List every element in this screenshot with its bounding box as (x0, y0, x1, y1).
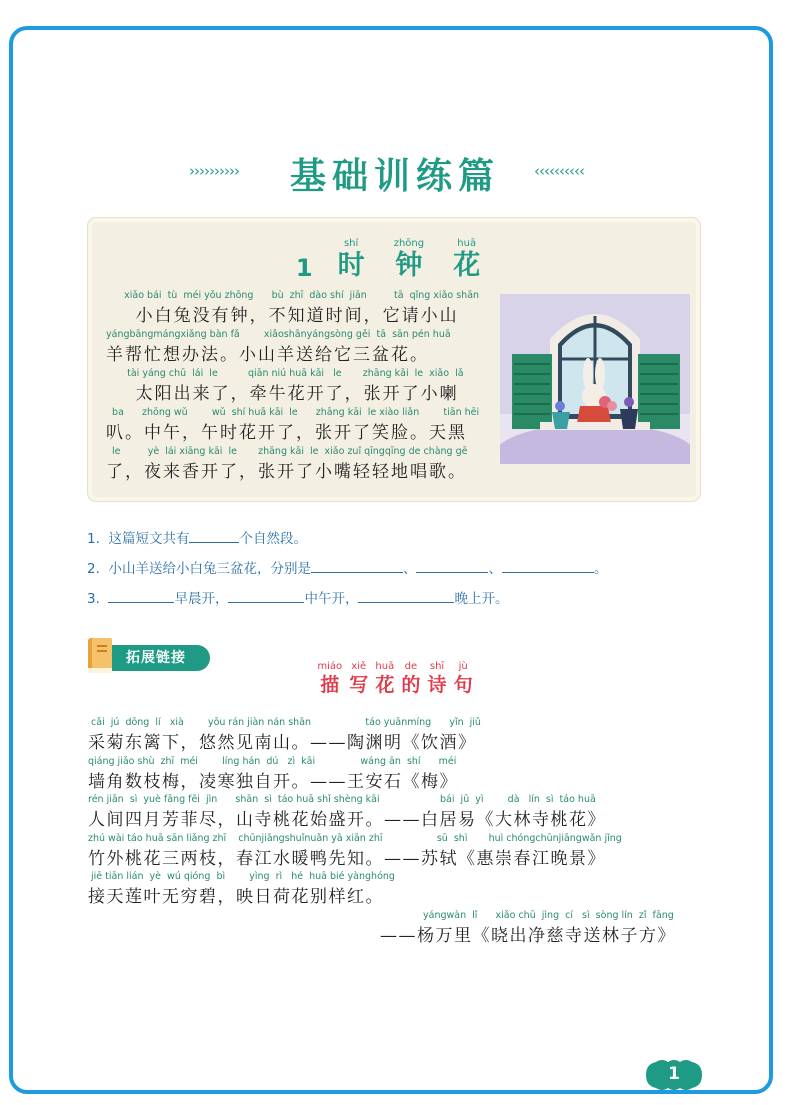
title-char: huā 花 (453, 238, 481, 281)
story-box (92, 222, 696, 497)
pinyin: le yè lái xiāng kāi le zhāng kāi le xiǎo zuǐ qīngqīng de chàng gē (106, 446, 468, 457)
pinyin: tài yáng chū lái le qiān niú huā kāi le zhāng kāi le xiǎo lǎ (106, 368, 464, 379)
poem-title-char: de 的 (401, 661, 421, 696)
lesson-number: 1 (295, 254, 313, 282)
hanzi: 太阳出来了，牵牛花开了，张开了小喇 (106, 384, 459, 404)
answer-blank[interactable] (416, 559, 488, 573)
hanzi: 采菊东篱下，悠然见南山。——陶渊明《饮酒》 (88, 733, 477, 753)
pinyin: qiáng jiǎo shù zhī méi líng hán dú zì kāi wáng ān shí méi (88, 755, 457, 767)
answer-blank[interactable] (228, 589, 304, 603)
decor-arrows-left: ›››››››››› (189, 162, 239, 180)
title-char: zhōng 钟 (393, 238, 425, 281)
pinyin: yángbāngmángxiǎng bàn fǎ xiǎoshānyángsòng gěi tā sān pén huā (106, 329, 451, 340)
title-char: shí 时 (337, 238, 365, 281)
pinyin: yángwàn lǐ xiǎo chū jìng cí sì sòng lín zǐ fāng (423, 909, 674, 921)
poem-title-char: shī 诗 (427, 661, 447, 696)
hanzi: 小白兔没有钟，不知道时间，它请小山 (106, 306, 459, 326)
story-text (106, 290, 496, 485)
poem-line (88, 910, 708, 949)
pinyin: jiē tiān lián yè wú qióng bì yìng rì hé huā bié yànghóng (88, 871, 395, 882)
poem-line (88, 794, 708, 833)
hanzi: 叭。中午，午时花开了，张开了笑脸。天黑 (106, 423, 467, 443)
answer-blank[interactable] (311, 559, 403, 573)
pinyin: cǎi jú dōng lí xià yōu rán jiàn nán shān táo yuānmíng yǐn jiǔ (88, 717, 481, 728)
hanzi: 接天莲叶无穷碧，映日荷花别样红。 (88, 887, 384, 907)
poem-title-char: jù 句 (453, 661, 473, 696)
question-3: 3. 早晨开， 中午开， 晚上开。 (87, 591, 509, 607)
pinyin: xiǎo bái tù méi yǒu zhōng bù zhī dào shí jiān tā qǐng xiǎo shān (106, 290, 480, 301)
poem-line (88, 833, 708, 872)
lesson-title (92, 237, 696, 282)
answer-blank[interactable] (189, 529, 239, 543)
answer-blank[interactable] (502, 559, 594, 573)
page-number-badge (642, 1058, 706, 1092)
poem-title-char: miáo 描 (317, 661, 343, 696)
poem-line (88, 871, 708, 910)
pinyin: zhú wài táo huā sān liǎng zhī chūnjiāngshuǐnuǎn yā xiān zhī sū shì huì chóngchūnjiāngwǎn jǐng (88, 832, 622, 844)
question-1: 1. 这篇短文共有 个自然段。 (87, 531, 307, 547)
answer-blank[interactable] (108, 589, 174, 603)
story-line (106, 407, 496, 446)
story-line (106, 290, 496, 329)
hanzi: 羊帮忙想办法。小山羊送给它三盆花。 (106, 345, 429, 365)
story-line (106, 446, 496, 485)
hanzi: ——杨万里《晓出净慈寺送林子方》 (380, 925, 676, 946)
questions (87, 527, 727, 617)
decor-arrows-right: ‹‹‹‹‹‹‹‹‹‹ (534, 162, 584, 180)
poem-title-char: huā 花 (375, 661, 395, 696)
story-line (106, 329, 496, 368)
section-title: 基础训练篇 (289, 156, 500, 197)
poem-title-char: xiě 写 (349, 661, 369, 696)
pinyin: ba zhōng wǔ wǔ shí huā kāi le zhāng kāi le xiào liǎn tiān hēi (106, 407, 480, 418)
poem-line (88, 717, 708, 756)
rabbit-window-illustration (500, 294, 690, 464)
story-line (106, 368, 496, 407)
question-2: 2. 小山羊送给小白兔三盆花，分别是 、 、 。 (87, 561, 608, 577)
page-number: 1 (668, 1064, 680, 1084)
poem-line (88, 756, 708, 795)
hanzi: 了，夜来香开了，张开了小嘴轻轻地唱歌。 (106, 462, 467, 482)
poem-title (0, 660, 790, 697)
poem-lines (88, 717, 708, 948)
pinyin: rén jiān sì yuè fāng fēi jìn shān sì táo huā shǐ shèng kāi bái jū yì dà lín sì táo huā (88, 794, 596, 805)
hanzi: 人间四月芳菲尽，山寺桃花始盛开。——白居易《大林寺桃花》 (88, 810, 606, 830)
hanzi: 竹外桃花三两枝，春江水暖鸭先知。——苏轼《惠崇春江晚景》 (88, 848, 606, 869)
extension-label: 拓展链接 (110, 645, 210, 671)
answer-blank[interactable] (358, 589, 454, 603)
hanzi: 墙角数枝梅，凌寒独自开。——王安石《梅》 (88, 771, 458, 792)
